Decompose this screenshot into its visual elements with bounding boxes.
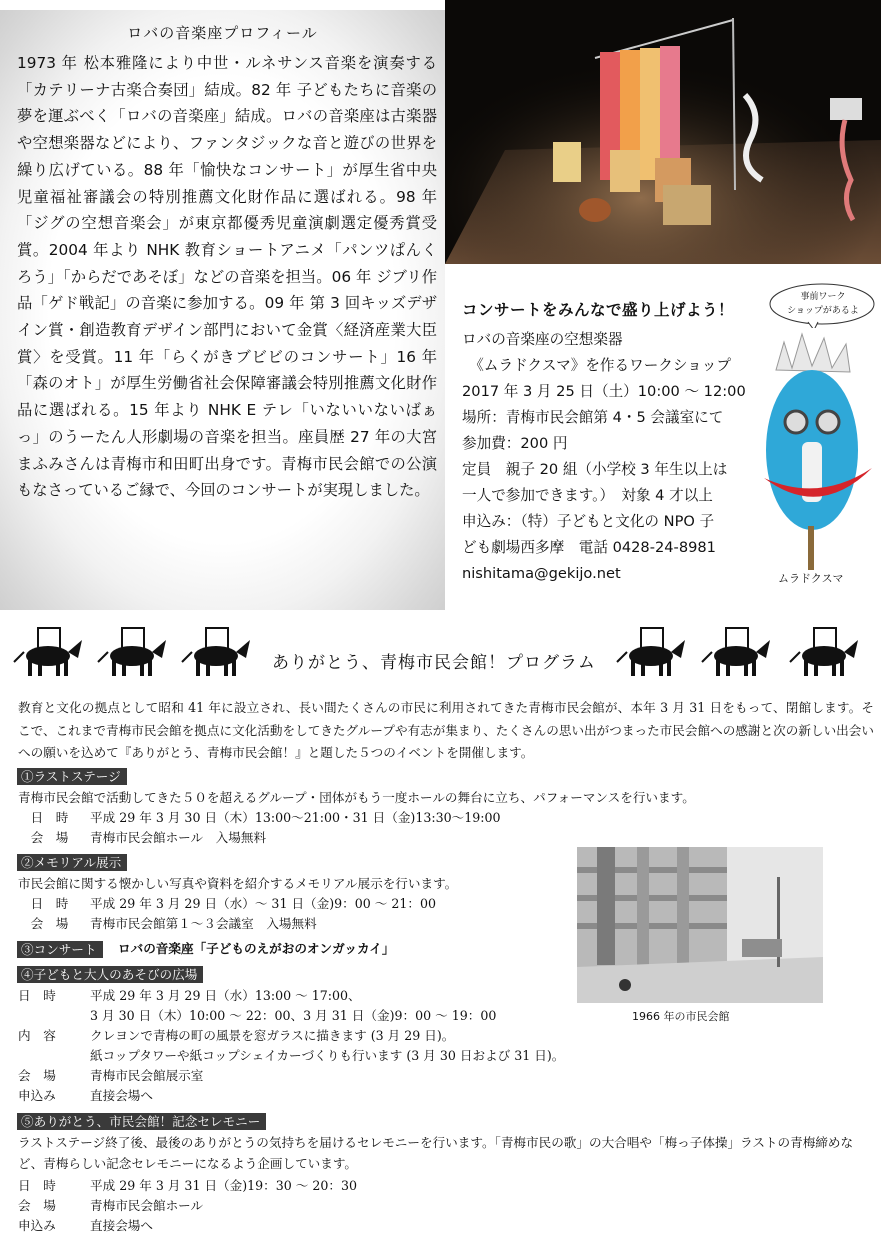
section-row [18, 1196, 203, 1216]
row-value: 平成 29 年 3 月 31 日（金)19：30 ～ 20：30 [90, 1178, 358, 1193]
section-row [18, 1046, 564, 1066]
workshop-email: nishitama@gekijo.net [462, 565, 621, 582]
stage-photo [445, 0, 881, 264]
row-value: 青梅市民会館ホール 入場無料 [90, 830, 267, 845]
row-label: 会 場 [18, 1068, 56, 1083]
workshop-line: ども劇場西多摩 電話 0428-24-8981 [462, 539, 716, 556]
program-intro: 教育と文化の拠点として昭和 41 年に設立され、長い間たくさんの市民に利用されてきた青梅市民会館が、本年 3 月 31 日をもって、閉館します。そこで、これまで青梅市民会館を拠点に文化活動をしてきたグループや有志が集まり、たくさんの思い出がつまった市民会館への感謝と次の新しい出会いへの願いを込めて『ありがとう、青梅市民会館！』と題した５つのイベントを開催します。 [18, 700, 874, 760]
section-row [18, 828, 266, 848]
row-value: 平成 29 年 3 月 30 日（木）13:00～21:00・31 日（金)13:30～19:00 [90, 810, 501, 825]
row-value: 青梅市民会館展示室 [90, 1068, 204, 1083]
workshop-line: 一人で参加できます。） 対象 4 才以上 [462, 487, 713, 504]
puppet-caption: ムラドクスマ [778, 572, 844, 585]
section-row [18, 1176, 357, 1196]
workshop-line: 《ムラドクスマ》を作るワークショップ [462, 357, 731, 374]
workshop-line: 2017 年 3 月 25 日（土）10:00 ～ 12:00 [462, 383, 746, 400]
row-value: 直接会場へ [90, 1218, 153, 1233]
workshop-line: 定員 親子 20 組（小学校 3 年生以上は [462, 461, 728, 478]
program-title: ありがとう、青梅市民会館！プログラム [272, 653, 596, 673]
section-row [18, 914, 317, 934]
section-row [18, 986, 361, 1006]
historic-photo [577, 847, 823, 1003]
workshop-line: ロバの音楽座の空想楽器 [462, 331, 623, 348]
workshop-callout [778, 290, 868, 318]
section-heading: ⑤ありがとう、市民会館！記念セレモニー [17, 1113, 266, 1130]
row-value: 青梅市民会館第１～３会議室 入場無料 [90, 916, 317, 931]
donkey-icon [12, 622, 84, 676]
section-row [18, 1006, 496, 1026]
section-description: 市民会館に関する懐かしい写真や資料を紹介するメモリアル展示を行います。 [18, 876, 458, 891]
row-label: 日 時 [18, 810, 69, 825]
profile-text: 1973 年 松本雅隆により中世・ルネサンス音楽を演奏する「カテリーナ古楽合奏団」結成。82 年 子どもたちに音楽の夢を運ぶべく「ロバの音楽座」結成。ロバの音楽座は古楽器や空想楽器などにより、ファンタジックな音と遊びの世界を繰り広げている。88 年「愉快なコンサート」が厚生省中央児童福祉審議会の特別推薦文化財作品に選ばれる。98 年「ジグの空想音楽会」が東京都優秀児童演劇選定優秀賞受賞。2004 年より NHK 教育ショートアニメ「パンツぱんくろう」「からだであそぼ」などの音楽を担当。06 年 ジブリ作品「ゲド戦記」の音楽に参加する。09 年 第 3 回キッズデザイン賞・創造教育デザイン部門において金賞〈経済産業大臣賞〉を受賞。11 年「らくがきブビビのコンサート」16 年「森のオト」が厚生労働省社会保障審議会特別推薦文化財作品に選ばれる。15 年より NHK E テレ「いないいないばぁっ」のうーたん人形劇場の音楽を担当。座員歴 27 年の大宮まふみさんは青梅市和田町出身です。青梅市民会館での公演もなさっているご縁で、今回のコンサートが実現しました。 [17, 54, 437, 500]
section-description: 青梅市民会館で活動してきた５０を超えるグループ・団体がもう一度ホールの舞台に立ち、パフォーマンスを行います。 [18, 790, 695, 805]
donkey-icon [615, 622, 687, 676]
callout-line: ショップがあるよ [787, 306, 859, 316]
donkey-icon [180, 622, 252, 676]
profile-title: ロバの音楽座プロフィール [127, 24, 318, 42]
section-heading: ③コンサート [17, 941, 103, 958]
callout-line: 事前ワーク [800, 292, 846, 302]
donkey-icon [96, 622, 168, 676]
section-row [18, 1026, 454, 1046]
section-row [18, 1066, 203, 1086]
row-label: 会 場 [18, 1198, 56, 1213]
puppet-illustration-icon [754, 330, 874, 570]
donkey-icon [700, 622, 772, 676]
row-label: 会 場 [18, 916, 69, 931]
row-value: 3 月 30 日（木）10:00 ～ 22：00、3 月 31 日（金)9：00 ～ 19：00 [90, 1008, 497, 1023]
section-heading: ①ラストステージ [17, 768, 127, 785]
section-description: ロバの音楽座「子どものえがおのオンガッカイ」 [118, 941, 395, 956]
row-label: 日 時 [18, 1178, 56, 1193]
row-value: 直接会場へ [90, 1088, 153, 1103]
row-value: クレヨンで青梅の町の風景を窓ガラスに描きます (3 月 29 日)。 [90, 1028, 455, 1043]
workshop-line: 申込み：（特）子どもと文化の NPO 子 [462, 513, 715, 530]
donkey-icon [788, 622, 860, 676]
section-row [18, 894, 436, 914]
historic-photo-caption: 1966 年の市民会館 [632, 1010, 730, 1023]
row-label: 内 容 [18, 1028, 56, 1043]
row-value: 平成 29 年 3 月 29 日（水）～ 31 日（金)9：00 ～ 21：00 [90, 896, 437, 911]
row-label: 会 場 [18, 830, 69, 845]
section-row [18, 1086, 153, 1106]
row-value: 平成 29 年 3 月 29 日（水）13:00 ～ 17:00、 [90, 988, 361, 1003]
row-label: 申込み [18, 1088, 56, 1103]
section-heading: ②メモリアル展示 [17, 854, 127, 871]
workshop-line: 参加費：200 円 [462, 435, 568, 452]
workshop-details [462, 327, 762, 587]
row-value: 青梅市民会館ホール [90, 1198, 204, 1213]
section-row [18, 808, 501, 828]
section-row [18, 1216, 153, 1236]
section-heading: ④子どもと大人のあそびの広場 [17, 966, 203, 983]
row-label: 申込み [18, 1218, 56, 1233]
row-value: 紙コップタワーや紙コップシェイカーづくりも行います (3 月 30 日および 31 日)。 [90, 1048, 565, 1063]
workshop-line: 場所：青梅市民会館第 4・5 会議室にて [462, 409, 724, 426]
row-label: 日 時 [18, 988, 56, 1003]
section-description: ラストステージ終了後、最後のありがとうの気持ちを届けるセレモニーを行います。「青梅市民の歌」の大合唱や「梅っ子体操」ラストの青梅締めなど、青梅らしい記念セレモニーになるよう企画しています。 [18, 1135, 854, 1171]
row-label: 日 時 [18, 896, 69, 911]
workshop-title: コンサートをみんなで盛り上げよう！ [462, 301, 735, 319]
